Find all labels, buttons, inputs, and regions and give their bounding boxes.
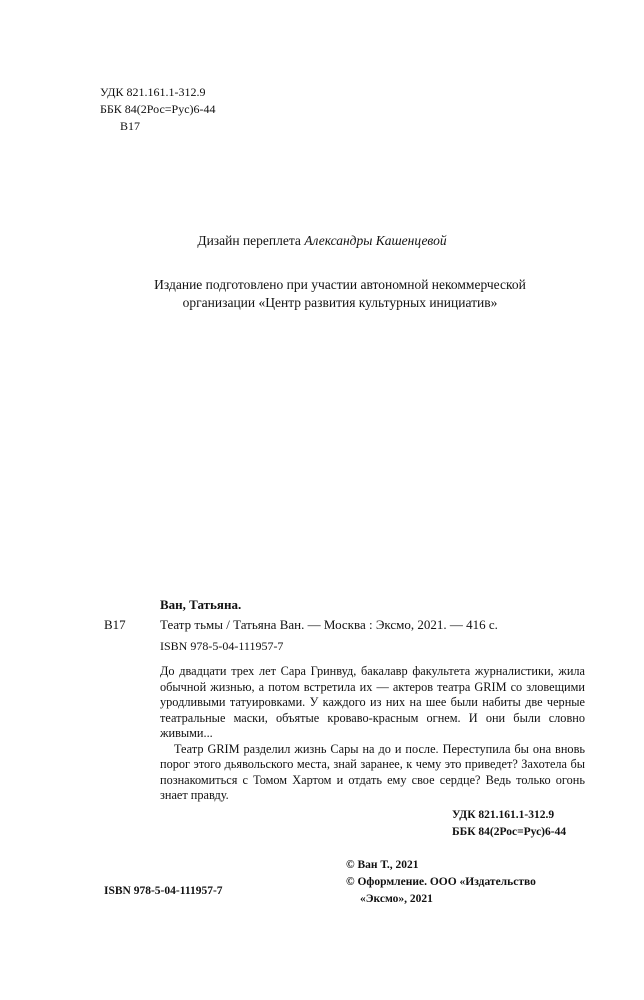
udk-code-right: УДК 821.161.1-312.9: [452, 809, 555, 821]
edition-note: [90, 276, 590, 312]
author-sign-code: В17: [120, 119, 141, 133]
edition-note-line-2: организации «Центр развития культурных инициатив»: [182, 295, 498, 310]
classification-codes-right: [452, 807, 566, 841]
record-title-line: Театр тьмы / Татьяна Ван. — Москва : Эксмо, 2021. — 416 с.: [160, 617, 498, 632]
design-credit-prefix: Дизайн переплета: [197, 233, 305, 248]
bbk-code-right: ББК 84(2Рос=Рус)6-44: [452, 826, 567, 838]
edition-note-line-1: Издание подготовлено при участии автономной некоммерческой: [154, 277, 526, 292]
annotation-paragraph-1: До двадцати трех лет Сара Гринвуд, бакалавр факультета журналистики, жила обычной жизнью, а потом встретила их — актеров театра GRIM со зловещими уродливыми татуировками. У каждого из них на шее были набиты две черные театральные маски, объятые кроваво-красным огнем. И они были словно живыми...: [160, 664, 585, 740]
isbn-bottom: ISBN 978-5-04-111957-7: [104, 885, 223, 897]
annotation-paragraph-2: Театр GRIM разделил жизнь Сары на до и после. Переступила бы она вновь порог этого дьявольского места, знай заранее, к чему это приведет? Захотела бы познакомиться с Томом Хартом и отдать ему свое сердце? Ведь только огонь знает правду.: [160, 741, 585, 802]
designer-name: Александры Кашенцевой: [304, 233, 447, 248]
copyright-block: [346, 857, 536, 908]
udk-code: УДК 821.161.1-312.9: [100, 85, 206, 99]
copyright-author: © Ван Т., 2021: [346, 859, 419, 871]
bbk-code: ББК 84(2Рос=Рус)6-44: [100, 102, 216, 116]
classification-block: [100, 84, 216, 135]
record-author: Ван, Татьяна.: [160, 597, 242, 612]
copyright-publisher: «Эксмо», 2021: [360, 893, 433, 905]
record-code: В17: [104, 617, 126, 632]
copyright-design: © Оформление. ООО «Издательство: [346, 876, 536, 888]
annotation: [160, 664, 585, 804]
cover-design-credit: [0, 233, 644, 249]
record-isbn: ISBN 978-5-04-111957-7: [160, 639, 284, 653]
